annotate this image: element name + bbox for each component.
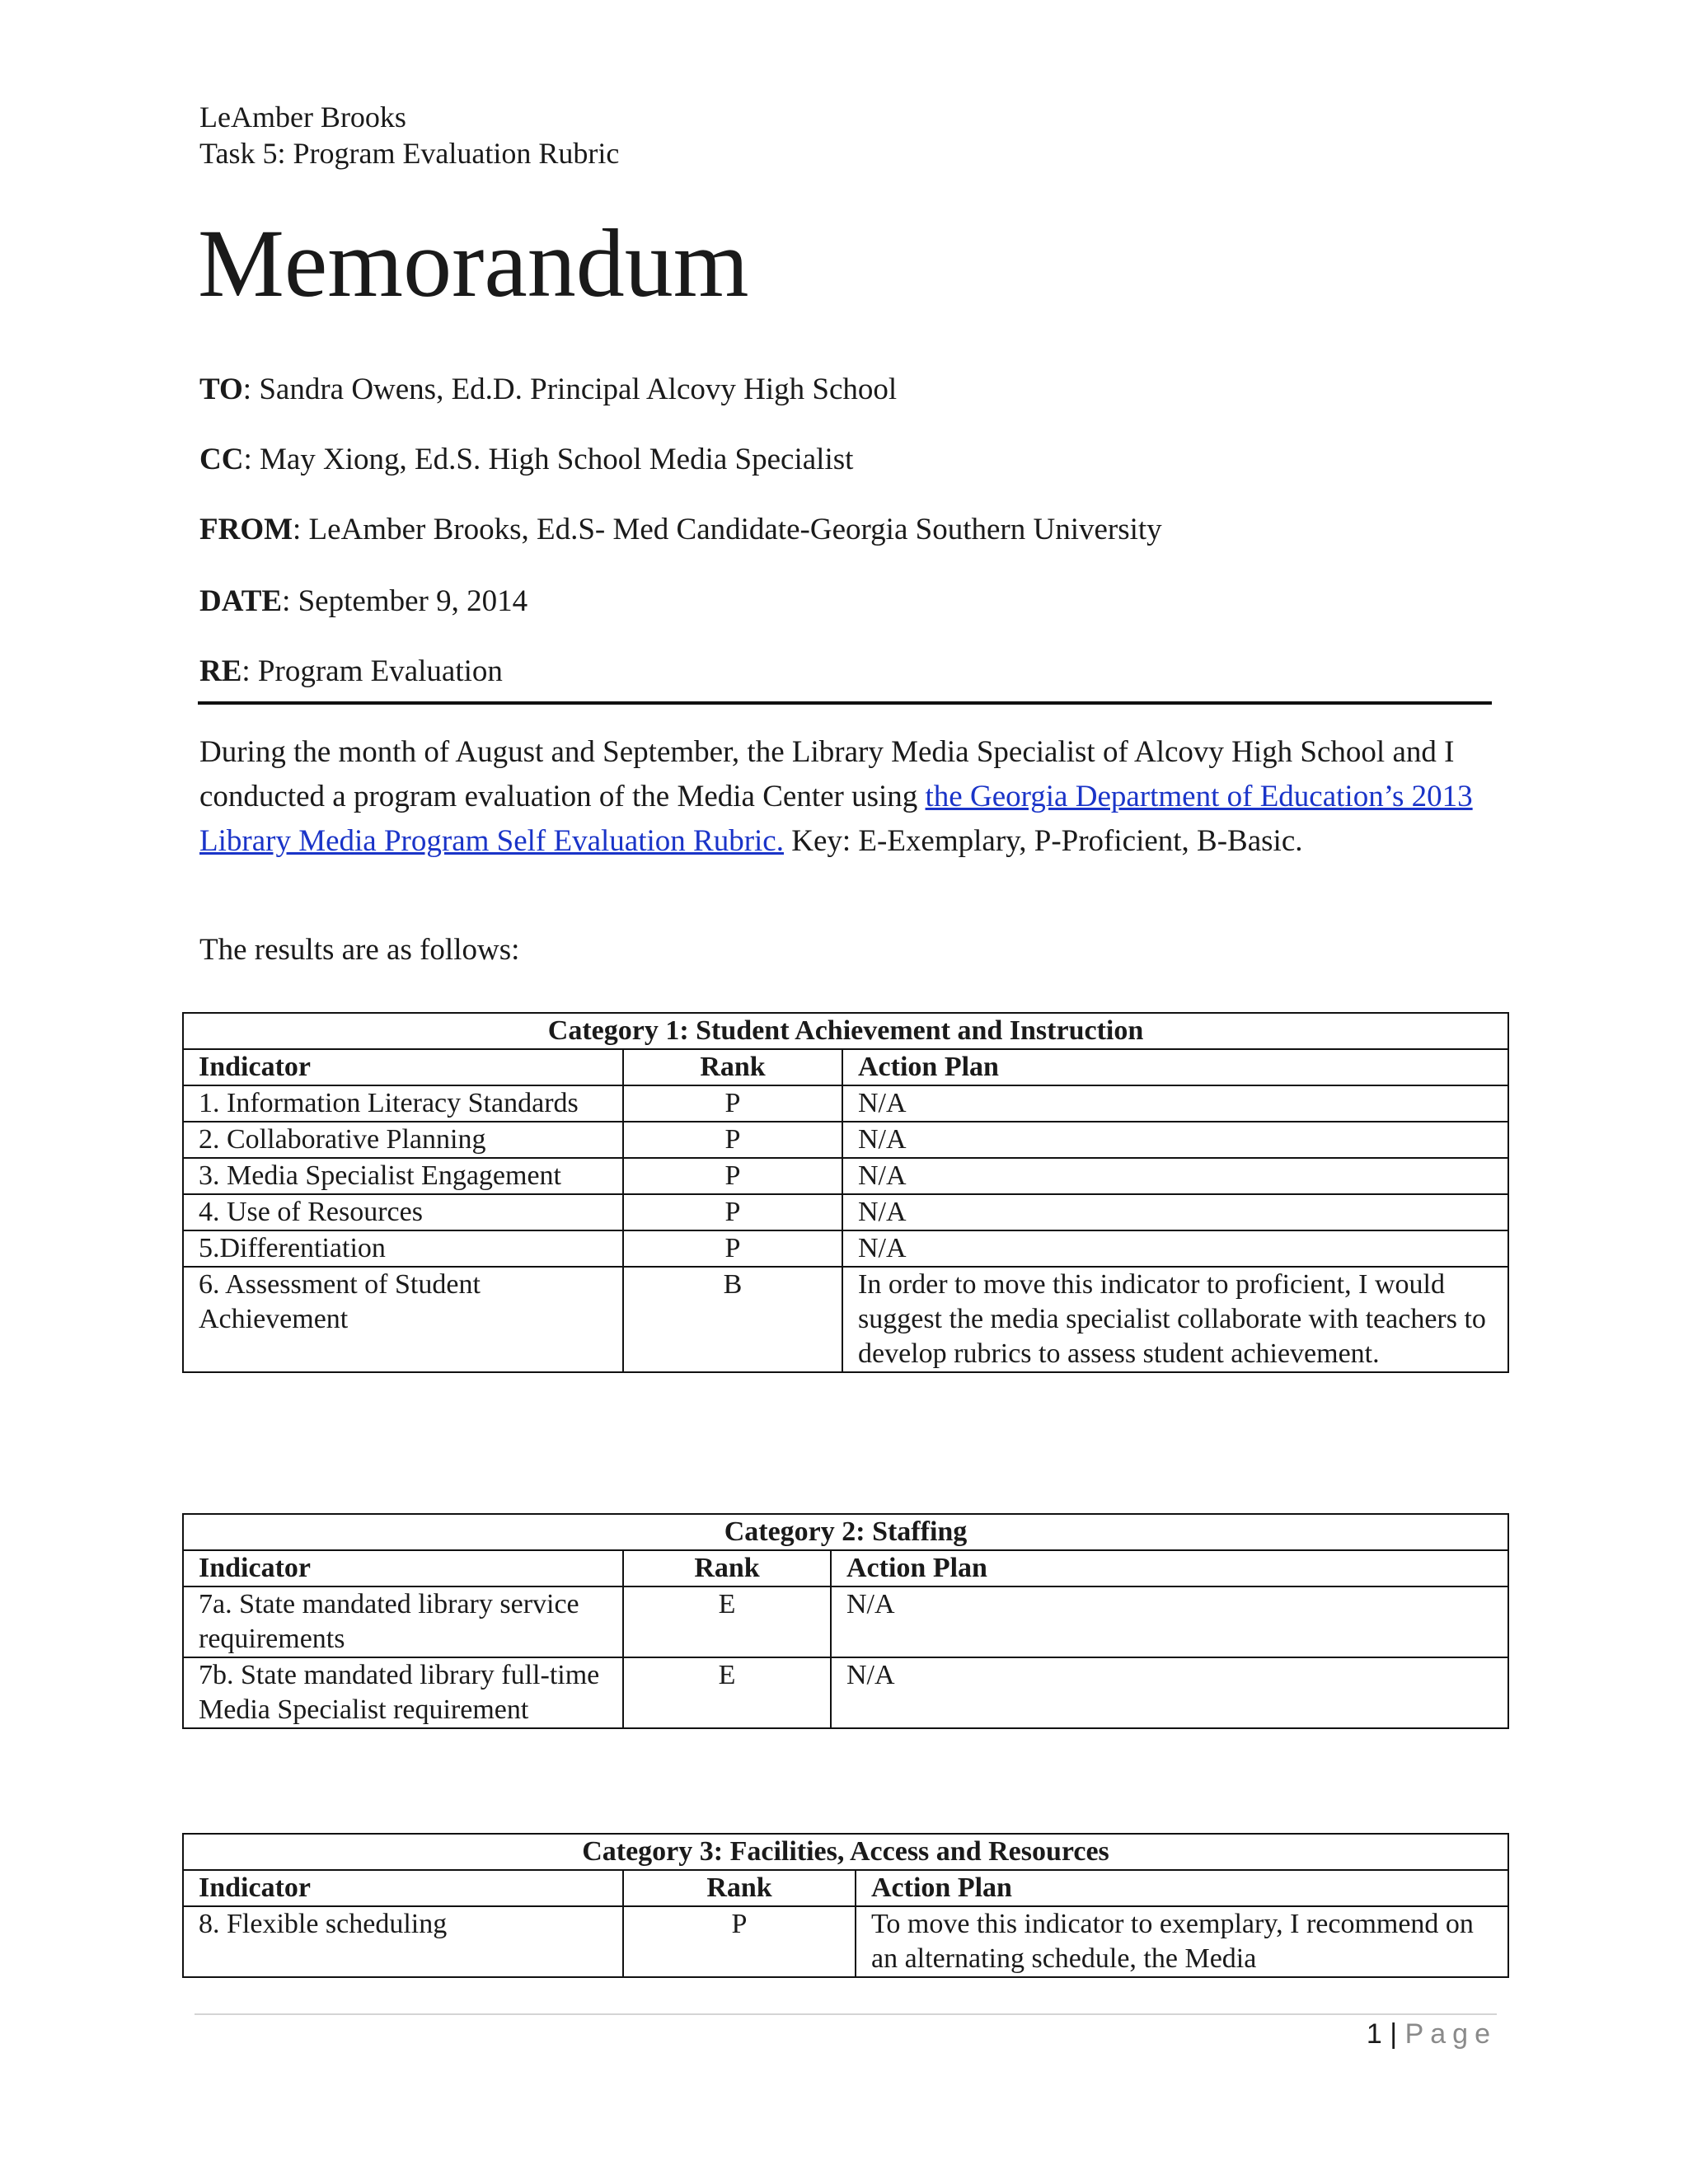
rank-cell: E (623, 1586, 831, 1657)
page-separator: | (1390, 2018, 1398, 2050)
memo-re-value: : Program Evaluation (241, 654, 503, 688)
column-header-action-plan: Action Plan (842, 1049, 1508, 1085)
page-number: 1 (1366, 2018, 1382, 2050)
table-row (183, 1230, 1508, 1267)
intro-text-before: During the month of August and September, the Library Media Specialist of Alcovy High School and I conducted a program evaluation of the Media Center using (199, 735, 1455, 813)
memo-to-label: TO (199, 373, 243, 406)
task-title: Task 5: Program Evaluation Rubric (199, 137, 620, 170)
action-plan-cell: N/A (842, 1122, 1508, 1158)
column-header-rank: Rank (623, 1049, 842, 1085)
category-title: Category 3: Facilities, Access and Resources (183, 1834, 1508, 1870)
indicator-cell: 2. Collaborative Planning (183, 1122, 623, 1158)
indicator-cell: 8. Flexible scheduling (183, 1906, 623, 1977)
rubric-link[interactable]: the Georgia Department of Education’s 2013 Library Media Program Self Evaluation Rubric. (199, 780, 1473, 858)
memo-date-value: : September 9, 2014 (282, 584, 528, 618)
memo-cc-field (199, 441, 853, 479)
table-row (183, 1586, 1508, 1657)
table-row (183, 1267, 1508, 1372)
action-plan-cell: N/A (842, 1085, 1508, 1122)
column-header-indicator: Indicator (183, 1550, 623, 1586)
category-1-table (182, 1012, 1509, 1373)
memo-from-field (199, 511, 1162, 549)
memo-from-label: FROM (199, 513, 293, 546)
memo-cc-value: : May Xiong, Ed.S. High School Media Specialist (243, 443, 854, 476)
table-row (183, 1085, 1508, 1122)
column-header-rank: Rank (623, 1870, 856, 1906)
memo-re-label: RE (199, 654, 242, 688)
page-footer (1367, 2016, 1497, 2052)
table-row (183, 1158, 1508, 1194)
memo-to-value: : Sandra Owens, Ed.D. Principal Alcovy High School (242, 373, 898, 406)
category-title: Category 1: Student Achievement and Instruction (183, 1013, 1508, 1049)
column-header-indicator: Indicator (183, 1870, 623, 1906)
table-row (183, 1194, 1508, 1230)
memo-to-field (199, 371, 897, 409)
indicator-cell: 3. Media Specialist Engagement (183, 1158, 623, 1194)
indicator-cell: 7a. State mandated library service requirements (183, 1586, 623, 1657)
memo-re-field (199, 653, 503, 691)
column-header-action-plan: Action Plan (856, 1870, 1508, 1906)
indicator-cell: 4. Use of Resources (183, 1194, 623, 1230)
table-row (183, 1657, 1508, 1728)
memo-date-field (199, 583, 528, 621)
action-plan-cell: N/A (842, 1158, 1508, 1194)
rank-cell: P (623, 1085, 842, 1122)
indicator-cell: 7b. State mandated library full-time Media Specialist requirement (183, 1657, 623, 1728)
rank-cell: P (623, 1230, 842, 1267)
intro-text-after: Key: E-Exemplary, P-Proficient, B-Basic. (783, 824, 1303, 858)
category-2-table (182, 1513, 1509, 1729)
page-word: Page (1404, 2018, 1497, 2050)
indicator-cell: 5.Differentiation (183, 1230, 623, 1267)
memo-from-value: : LeAmber Brooks, Ed.S- Med Candidate-Georgia Southern University (293, 513, 1162, 546)
footer-divider (195, 2013, 1497, 2015)
intro-paragraph (199, 730, 1493, 864)
indicator-cell: 6. Assessment of Student Achievement (183, 1267, 623, 1372)
action-plan-cell: In order to move this indicator to proficient, I would suggest the media specialist collaborate with teachers to develop rubrics to assess student achievement. (842, 1267, 1508, 1372)
category-3-table (182, 1833, 1509, 1978)
action-plan-cell: N/A (831, 1586, 1508, 1657)
results-intro: The results are as follows: (199, 933, 520, 967)
table-row (183, 1122, 1508, 1158)
header-divider (198, 701, 1492, 705)
rank-cell: E (623, 1657, 831, 1728)
action-plan-cell: N/A (842, 1194, 1508, 1230)
category-title: Category 2: Staffing (183, 1514, 1508, 1550)
rank-cell: P (623, 1122, 842, 1158)
table-row (183, 1906, 1508, 1977)
action-plan-cell: N/A (831, 1657, 1508, 1728)
rank-cell: B (623, 1267, 842, 1372)
indicator-cell: 1. Information Literacy Standards (183, 1085, 623, 1122)
rank-cell: P (623, 1194, 842, 1230)
action-plan-cell: N/A (842, 1230, 1508, 1267)
memo-title: Memorandum (198, 209, 749, 317)
memo-date-label: DATE (199, 584, 283, 618)
action-plan-cell: To move this indicator to exemplary, I recommend on an alternating schedule, the Media (856, 1906, 1508, 1977)
column-header-action-plan: Action Plan (831, 1550, 1508, 1586)
author-name: LeAmber Brooks (199, 101, 406, 134)
column-header-indicator: Indicator (183, 1049, 623, 1085)
memo-cc-label: CC (199, 443, 244, 476)
column-header-rank: Rank (623, 1550, 831, 1586)
rank-cell: P (623, 1906, 856, 1977)
rank-cell: P (623, 1158, 842, 1194)
